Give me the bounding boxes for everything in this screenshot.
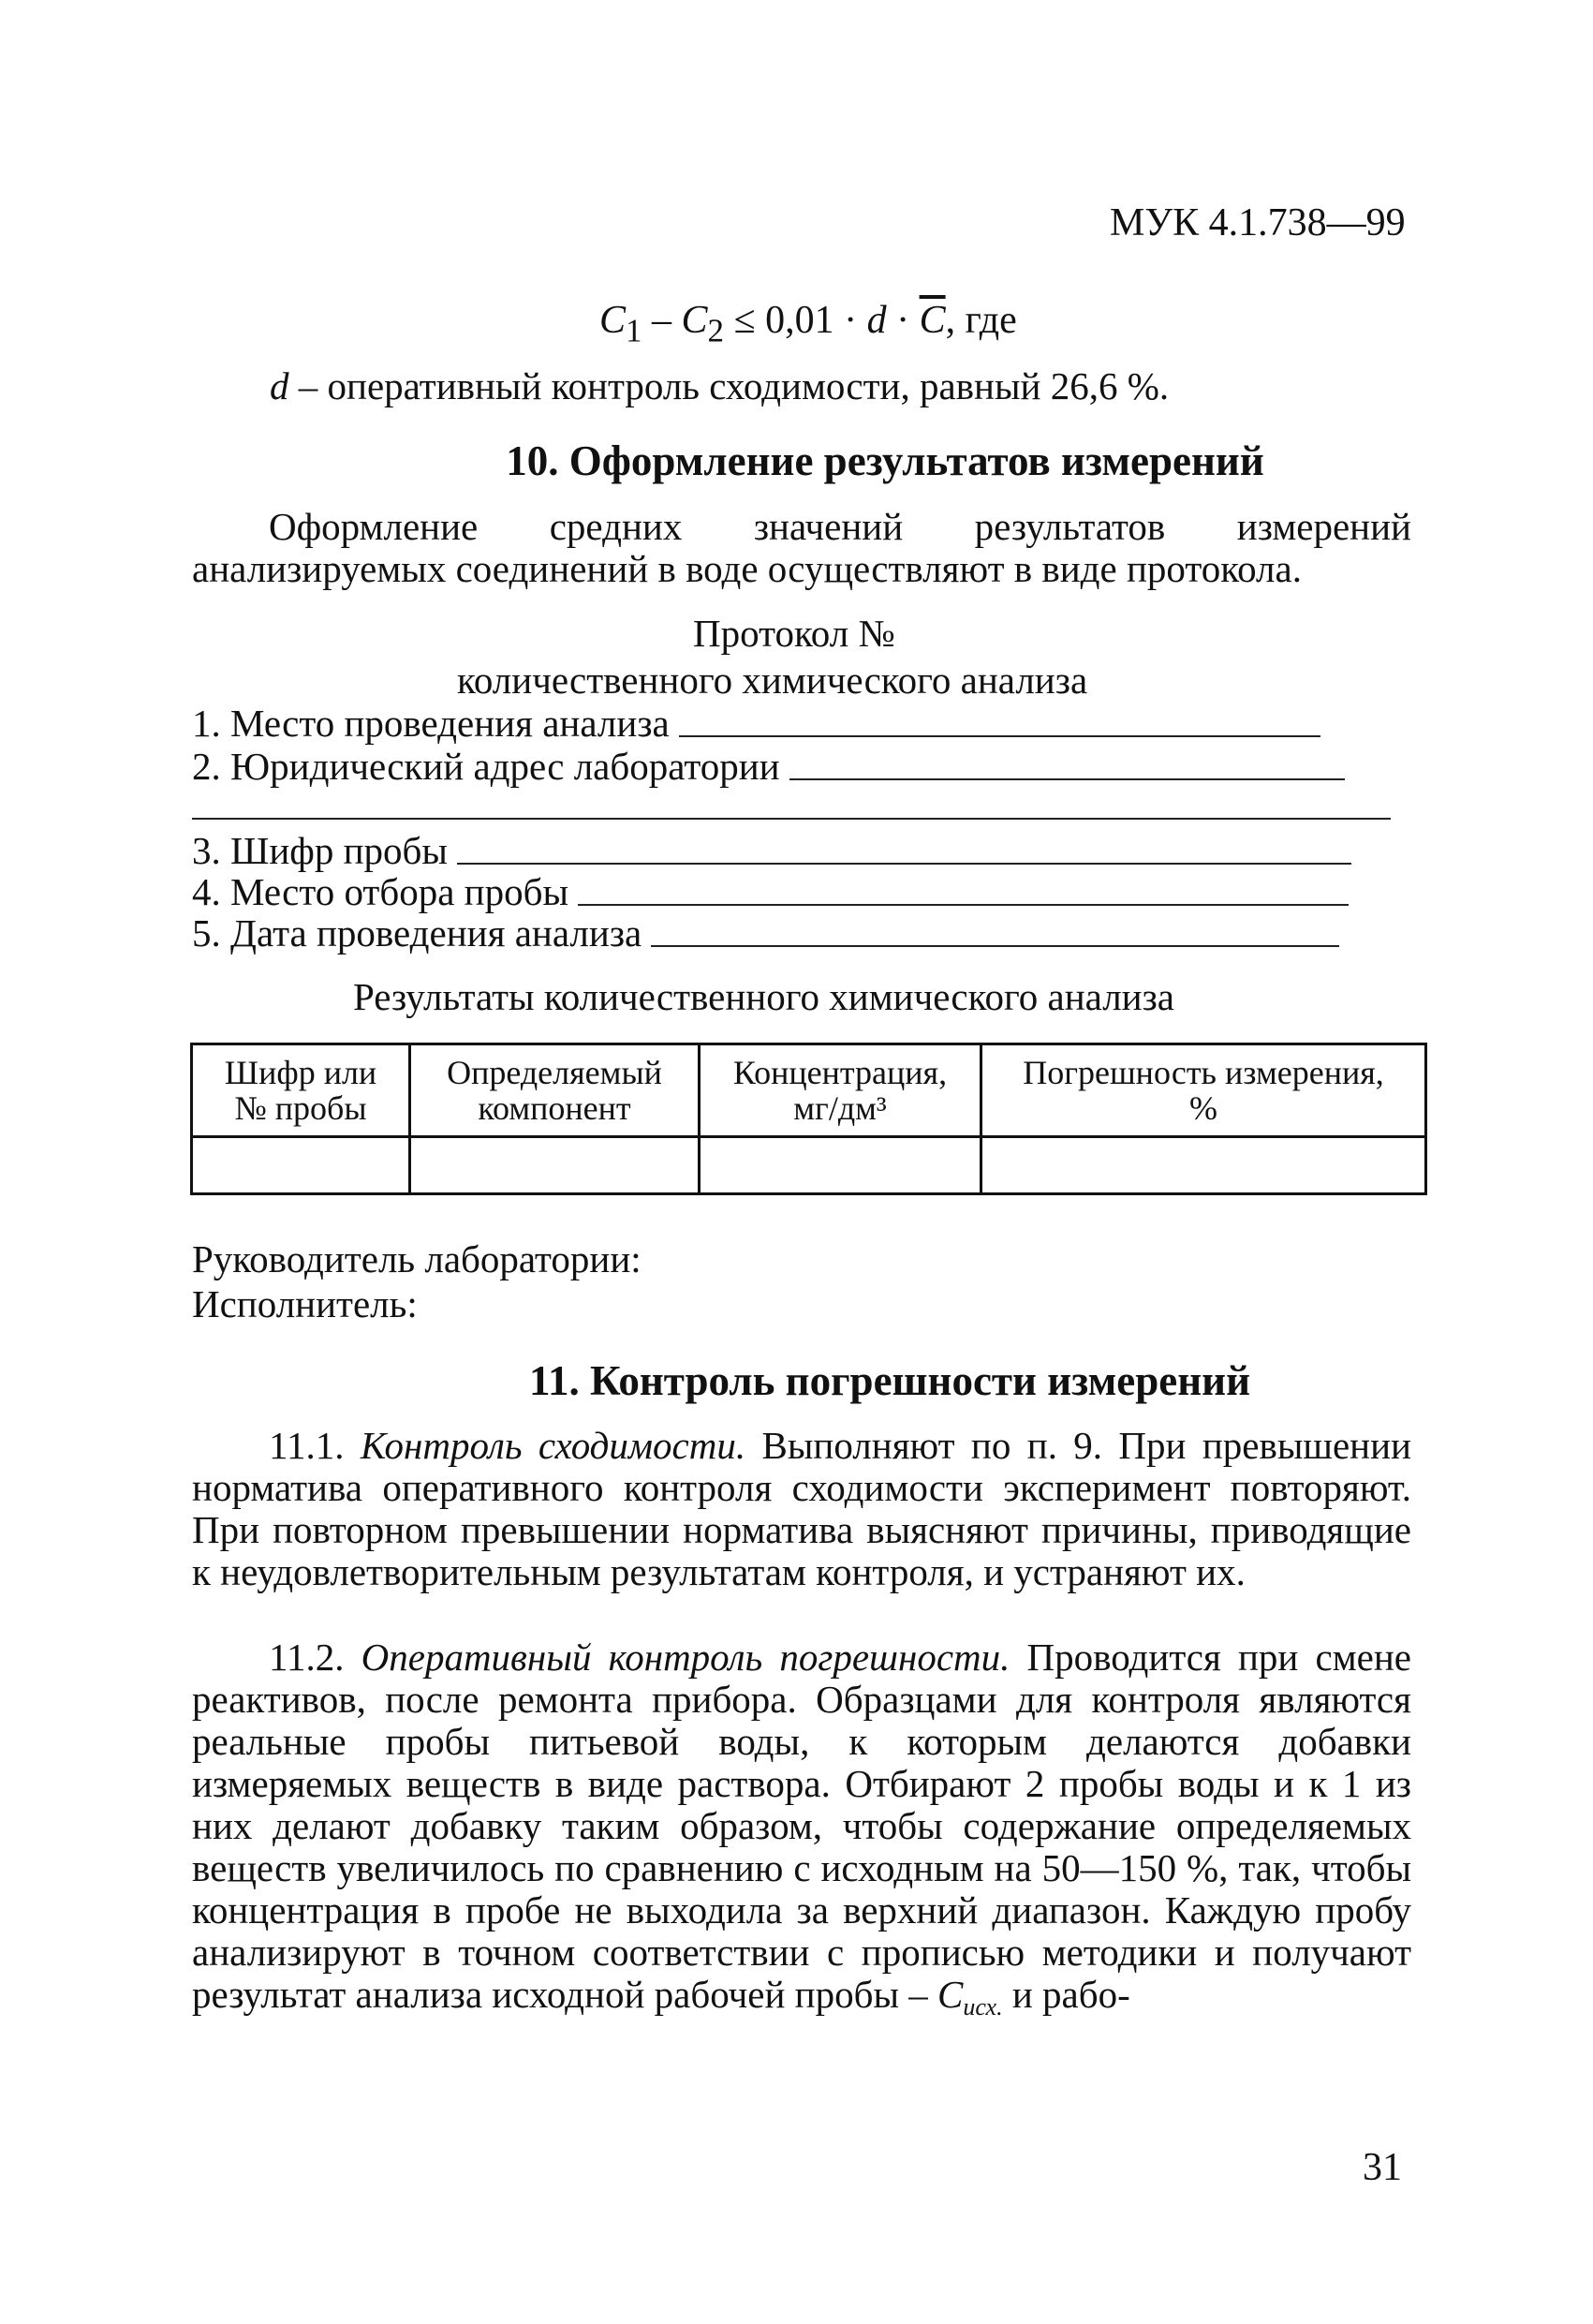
paragraph-number: 11.2. [269,1636,361,1679]
protocol-field-label: 2. Юридический адрес лаборатории [192,745,780,788]
section-11-2-paragraph [192,1636,1411,2028]
c-source-symbol: C [937,1973,964,2016]
d-symbol: d [270,364,289,407]
header-line: мг/дм³ [793,1089,887,1127]
header-sample-code [192,1044,410,1137]
fill-line [457,862,1351,865]
protocol-field-sampling-place [192,869,1349,914]
paragraph-number: 11.1. [269,1424,361,1467]
protocol-field-place [192,701,1320,746]
table-cell [981,1137,1426,1194]
protocol-field-label: 1. Место проведения анализа [192,702,670,745]
header-line: Шифр или [224,1054,377,1091]
table-cell [410,1137,700,1194]
signature-lab-head: Руководитель лаборатории: [192,1237,642,1280]
paragraph-text: Проводится при смене реактивов, после ремонта прибора. Образцами для контроля являются реальные пробы питьевой воды, к которым делаются добавки измеряемых веществ в виде раствора. Отбирают 2 пробы воды и к 1 из них делают добавку таким образом, чтобы содержание определяемых веществ увеличилось по сравнению с исходным на 50—150 %, так, чтобы концентрация в пробе не выходила за верхний диапазон. Каждую пробу анализируют в точном соответствии с прописью методики и получают результат анализа исходной рабочей пробы – [192,1636,1411,2016]
formula-c1-sub: 1 [626,312,642,349]
formula-le-expr: ≤ 0,01 · [733,299,858,342]
protocol-subtitle: количественного химического анализа [457,659,1088,702]
section-11-1-paragraph [192,1425,1411,1593]
fill-line [651,944,1339,947]
header-concentration [700,1044,981,1137]
table-cell [192,1137,410,1194]
convergence-formula [599,298,1017,349]
paragraph-end: и рабо- [1002,1973,1130,2016]
section-11-heading: 11. Контроль погрешности измерений [528,1357,1251,1404]
section-10-heading: 10. Оформление результатов измерений [506,437,1264,484]
table-cell [700,1137,981,1194]
formula-c1: C [599,299,627,342]
formula-dot: · [896,299,910,342]
results-title: Результаты количественного химического анализа [353,975,1174,1018]
fill-line [679,734,1320,737]
header-line: % [1189,1089,1217,1127]
signature-executor: Исполнитель: [192,1282,418,1325]
protocol-field-date [192,910,1339,955]
formula-c2-sub: 2 [707,312,725,349]
header-line: Определяемый [447,1054,662,1091]
formula-minus: – [652,299,672,342]
header-error [981,1044,1426,1137]
table-row [192,1137,1426,1194]
table-header-row [192,1044,1426,1137]
fill-line [578,903,1349,906]
formula-d: d [866,299,887,342]
protocol-field-label: 5. Дата проведения анализа [192,911,642,955]
header-line: Концентрация, [732,1054,948,1091]
protocol-field-label: 3. Шифр пробы [192,829,448,872]
paragraph-italic-title: Оперативный контроль погрешности. [361,1636,1010,1679]
header-line: компонент [478,1089,631,1127]
header-line: Погрешность измерения, [1023,1054,1384,1091]
document-code: МУК 4.1.738—99 [1110,201,1406,244]
d-definition [270,363,1169,408]
paragraph-italic-title: Контроль сходимости. [360,1424,746,1467]
protocol-title: Протокол № [693,612,895,655]
page-number: 31 [1363,2146,1402,2189]
c-source-subscript: исх. [963,1993,1003,2021]
formula-c-mean: $\overline{C}$ [919,299,946,342]
fill-line [789,777,1345,780]
header-line: № пробы [234,1089,367,1127]
protocol-field-label: 4. Место отбора пробы [192,870,568,913]
paragraph-text: Выполняют по п. 9. При превышении норматива оперативного контроля сходимости эксперимент повторяют. При повторном превышении норматива выясняют причины, приводящие к неудовлетворительным результатам контроля, и устраняют их. [192,1424,1411,1593]
section-10-paragraph: Оформление средних значений результатов измерений анализируемых соединений в воде осуществляют в виде протокола. [192,505,1411,590]
d-definition-text: – оперативный контроль сходимости, равный 26,6 %. [288,364,1170,407]
protocol-field-address [192,744,1345,789]
address-continuation-line [192,818,1391,820]
formula-c2: C [681,299,708,342]
protocol-field-sample-code [192,828,1351,873]
header-component [410,1044,700,1137]
results-table [190,1043,1427,1195]
formula-tail: , где [945,299,1017,342]
